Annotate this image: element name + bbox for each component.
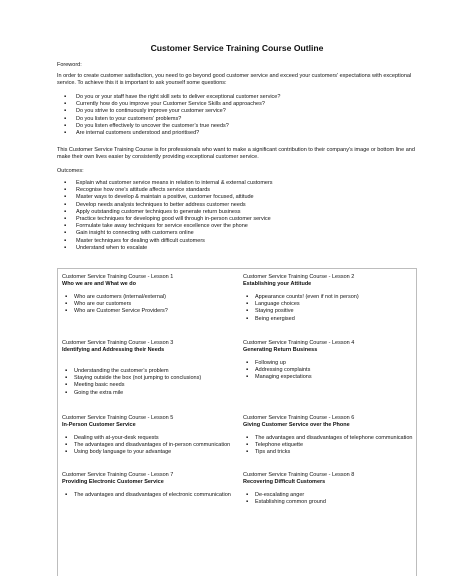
lesson-title: Generating Return Business: [243, 347, 318, 353]
page-title: Customer Service Training Course Outline: [150, 43, 324, 53]
list-item: ▪ Gain insight to connecting with customers online: [64, 230, 414, 237]
lesson-label: Customer Service Training Course - Lesson 5: [62, 415, 174, 421]
foreword-questions: [64, 94, 414, 137]
lesson-title: Who we are and What we do: [62, 281, 136, 287]
lesson-title: Identifying and Addressing their Needs: [62, 347, 165, 353]
list-item: ▪ Going the extra mile: [62, 390, 232, 397]
list-item: ▪ Following up: [243, 360, 413, 367]
lesson-label: Customer Service Training Course - Lesson 7: [62, 472, 174, 478]
foreword-heading: Foreword:: [57, 62, 82, 68]
list-item: ▪ Tips and tricks: [243, 449, 413, 456]
list-item: ▪ Appearance counts! (even if not in person): [243, 294, 413, 301]
list-item: ▪ Currently how do you improve your Customer Service Skills and approaches?: [64, 101, 414, 108]
list-item: ▪ Recognise how one’s attitude affects service standards: [64, 187, 414, 194]
list-item: ▪ Explain what customer service means in relation to internal & external customers: [64, 180, 414, 187]
list-item: ▪ Do you or your staff have the right skill sets to deliver exceptional customer service?: [64, 94, 414, 101]
list-item: ▪ Staying positive: [243, 308, 413, 315]
lesson-6: [243, 415, 413, 457]
lesson-3: [62, 340, 232, 397]
lesson-label: Customer Service Training Course - Lesson 8: [243, 472, 355, 478]
lesson-label: Customer Service Training Course - Lesson 6: [243, 415, 355, 421]
list-item: ▪ Dealing with at-your-desk requests: [62, 435, 232, 442]
list-item: ▪ Who are our customers: [62, 301, 232, 308]
list-item: ▪ Meeting basic needs: [62, 382, 232, 389]
lesson-label: Customer Service Training Course - Lesson 1: [62, 274, 174, 280]
list-item: ▪ Being energised: [243, 316, 413, 323]
lesson-1: [62, 274, 232, 316]
lesson-title: Establishing your Attitude: [243, 281, 312, 287]
outcomes-heading: Outcomes:: [57, 168, 84, 174]
list-item: ▪ Staying outside the box (not jumping to conclusions): [62, 375, 232, 382]
list-item: ▪ Do you listen effectively to uncover the customer’s true needs?: [64, 123, 414, 130]
list-item: ▪ The advantages and disadvantages of electronic communication: [62, 492, 232, 499]
list-item: ▪ Using body language to your advantage: [62, 449, 232, 456]
list-item: ▪ Master ways to develop & maintain a positive, customer focused, attitude: [64, 194, 414, 201]
list-item: ▪ Telephone etiquette: [243, 442, 413, 449]
lesson-title: Giving Customer Service over the Phone: [243, 422, 350, 428]
list-item: ▪ Who are customers (internal/external): [62, 294, 232, 301]
lesson-label: Customer Service Training Course - Lesson 4: [243, 340, 355, 346]
lesson-2: [243, 274, 413, 323]
lesson-title: Providing Electronic Customer Service: [62, 479, 164, 485]
list-item: ▪ Addressing complaints: [243, 367, 413, 374]
list-item: ▪ Do you listen to your customers’ problems?: [64, 116, 414, 123]
list-item: ▪ Understand when to escalate: [64, 245, 414, 252]
lesson-7: [62, 472, 232, 499]
list-item: ▪ Understanding the customer’s problem: [62, 368, 232, 375]
lesson-title: Recovering Difficult Customers: [243, 479, 326, 485]
list-item: ▪ Master techniques for dealing with difficult customers: [64, 238, 414, 245]
lessons-table: [57, 268, 417, 576]
list-item: ▪ Formulate take away techniques for service excellence over the phone: [64, 223, 414, 230]
lesson-label: Customer Service Training Course - Lesson 2: [243, 274, 355, 280]
list-item: ▪ Do you strive to continuously improve your customer service?: [64, 108, 414, 115]
list-item: ▪ The advantages and disadvantages of in-person communication: [62, 442, 232, 449]
list-item: ▪ Managing expectations: [243, 374, 413, 381]
list-item: ▪ Are internal customers understood and prioritised?: [64, 130, 414, 137]
list-item: ▪ Practice techniques for developing good will through in-person customer service: [64, 216, 414, 223]
list-item: ▪ De-escalating anger: [243, 492, 413, 499]
lesson-4: [243, 340, 413, 382]
list-item: ▪ Apply outstanding customer techniques to generate return business: [64, 209, 414, 216]
lesson-5: [62, 415, 232, 457]
foreword-paragraph: This Customer Service Training Course is for professionals who want to make a significant contribution to their company’s image or bottom line and make their own lives easier by consistently providing exceptional customer service.: [57, 147, 415, 160]
lesson-title: In-Person Customer Service: [62, 422, 136, 428]
lesson-8: [243, 472, 413, 506]
lesson-label: Customer Service Training Course - Lesson 3: [62, 340, 174, 346]
list-item: ▪ Who are Customer Service Providers?: [62, 308, 232, 315]
list-item: ▪ Establishing common ground: [243, 499, 413, 506]
outcomes-list: [64, 180, 414, 252]
list-item: ▪ Language choices: [243, 301, 413, 308]
foreword-intro: In order to create customer satisfaction, you need to go beyond good customer service and exceed your customers' expectations with exceptional service. To achieve this it is important to ask yourself some questions:: [57, 73, 412, 86]
list-item: ▪ Develop needs analysis techniques to better address customer needs: [64, 202, 414, 209]
list-item: ▪ The advantages and disadvantages of telephone communication: [243, 435, 413, 442]
